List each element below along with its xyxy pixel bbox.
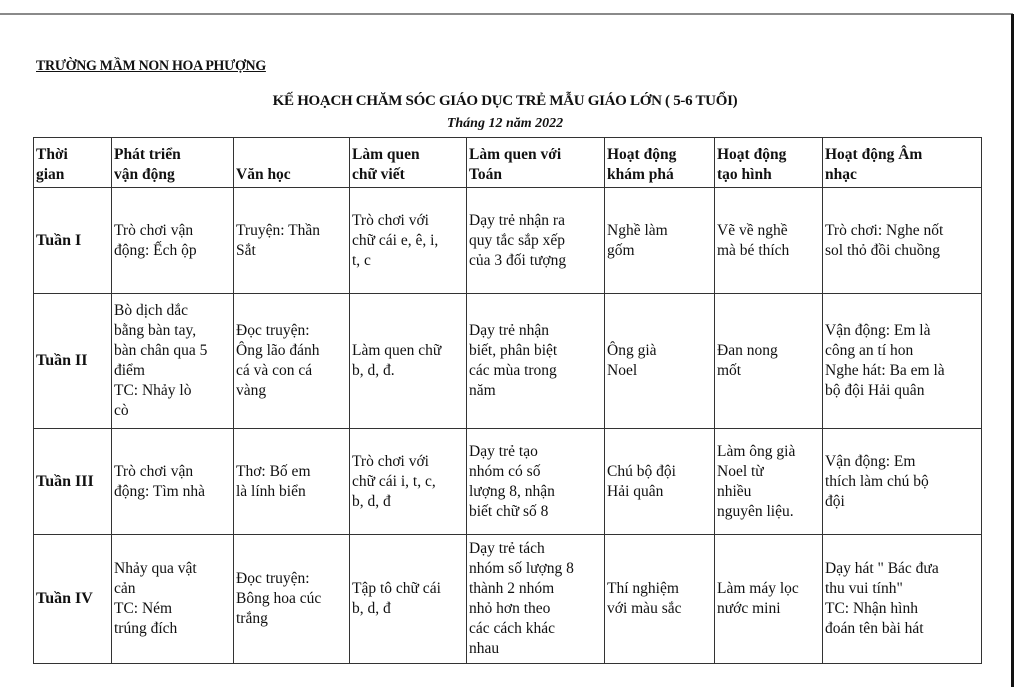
week-label: Tuần II — [34, 294, 112, 429]
table-cell: Bò dịch dắc bằng bàn tay, bàn chân qua 5 điểm TC: Nhảy lò cò — [112, 294, 234, 429]
table-cell: Vận động: Em là công an tí hon Nghe hát: Ba em là bộ đội Hải quân — [823, 294, 982, 429]
table-cell: Vận động: Em thích làm chú bộ đội — [823, 429, 982, 535]
column-header-motor-development: Phát triển vận động — [112, 138, 234, 188]
table-row — [34, 535, 982, 664]
week-label: Tuần IV — [34, 535, 112, 664]
table-cell: Dạy trẻ nhận biết, phân biệt các mùa trong năm — [467, 294, 605, 429]
table-cell: Dạy hát " Bác đưa thu vui tính" TC: Nhận hình đoán tên bài hát — [823, 535, 982, 664]
table-cell: Thí nghiệm với màu sắc — [605, 535, 715, 664]
table-cell: Làm máy lọc nước mini — [715, 535, 823, 664]
table-cell: Trò chơi với chữ cái i, t, c, b, d, đ — [350, 429, 467, 535]
table-cell: Dạy trẻ tách nhóm số lượng 8 thành 2 nhóm nhỏ hơn theo các cách khác nhau — [467, 535, 605, 664]
table-cell: Trò chơi vận động: Ếch ộp — [112, 188, 234, 294]
column-header-music: Hoạt động Âm nhạc — [823, 138, 982, 188]
table-cell: Ông già Noel — [605, 294, 715, 429]
table-cell: Dạy trẻ tạo nhóm có số lượng 8, nhận biết chữ số 8 — [467, 429, 605, 535]
table-cell: Làm ông già Noel từ nhiều nguyên liệu. — [715, 429, 823, 535]
table-cell: Trò chơi: Nghe nốt sol thỏ đồi chuồng — [823, 188, 982, 294]
table-cell: Truyện: Thần Sắt — [234, 188, 350, 294]
table-cell: Chú bộ đội Hải quân — [605, 429, 715, 535]
document-subtitle: Tháng 12 năm 2022 — [446, 116, 564, 131]
table-cell: Làm quen chữ b, d, đ. — [350, 294, 467, 429]
week-label: Tuần I — [34, 188, 112, 294]
table-row — [34, 188, 982, 294]
table-cell: Dạy trẻ nhận ra quy tắc sắp xếp của 3 đối tượng — [467, 188, 605, 294]
document-title: KẾ HOẠCH CHĂM SÓC GIÁO DỤC TRẺ MẪU GIÁO LỚN ( 5-6 TUỔI) — [272, 93, 738, 109]
table-cell: Đan nong mốt — [715, 294, 823, 429]
page-top-edge — [0, 13, 1013, 15]
table-cell: Đọc truyện: Bông hoa cúc trắng — [234, 535, 350, 664]
table-cell: Trò chơi với chữ cái e, ê, i, t, c — [350, 188, 467, 294]
table-cell: Thơ: Bố em là lính biển — [234, 429, 350, 535]
table-cell: Trò chơi vận động: Tìm nhà — [112, 429, 234, 535]
table-cell: Vẽ về nghề mà bé thích — [715, 188, 823, 294]
column-header-art: Hoạt động tạo hình — [715, 138, 823, 188]
table-header-row — [34, 138, 982, 188]
column-header-writing: Làm quen chữ viết — [350, 138, 467, 188]
week-label: Tuần III — [34, 429, 112, 535]
table-cell: Đọc truyện: Ông lão đánh cá và con cá vàng — [234, 294, 350, 429]
lesson-plan-table — [33, 137, 982, 664]
table-cell: Nhảy qua vật cản TC: Ném trúng đích — [112, 535, 234, 664]
table-row — [34, 429, 982, 535]
school-name: TRƯỜNG MẦM NON HOA PHƯỢNG — [36, 58, 266, 74]
column-header-math: Làm quen với Toán — [467, 138, 605, 188]
table-cell: Tập tô chữ cái b, d, đ — [350, 535, 467, 664]
page-right-edge — [1011, 14, 1014, 687]
column-header-literature: Văn học — [234, 138, 350, 188]
column-header-discovery: Hoạt động khám phá — [605, 138, 715, 188]
table-cell: Nghề làm gốm — [605, 188, 715, 294]
table-row — [34, 294, 982, 429]
column-header-time: Thời gian — [34, 138, 112, 188]
